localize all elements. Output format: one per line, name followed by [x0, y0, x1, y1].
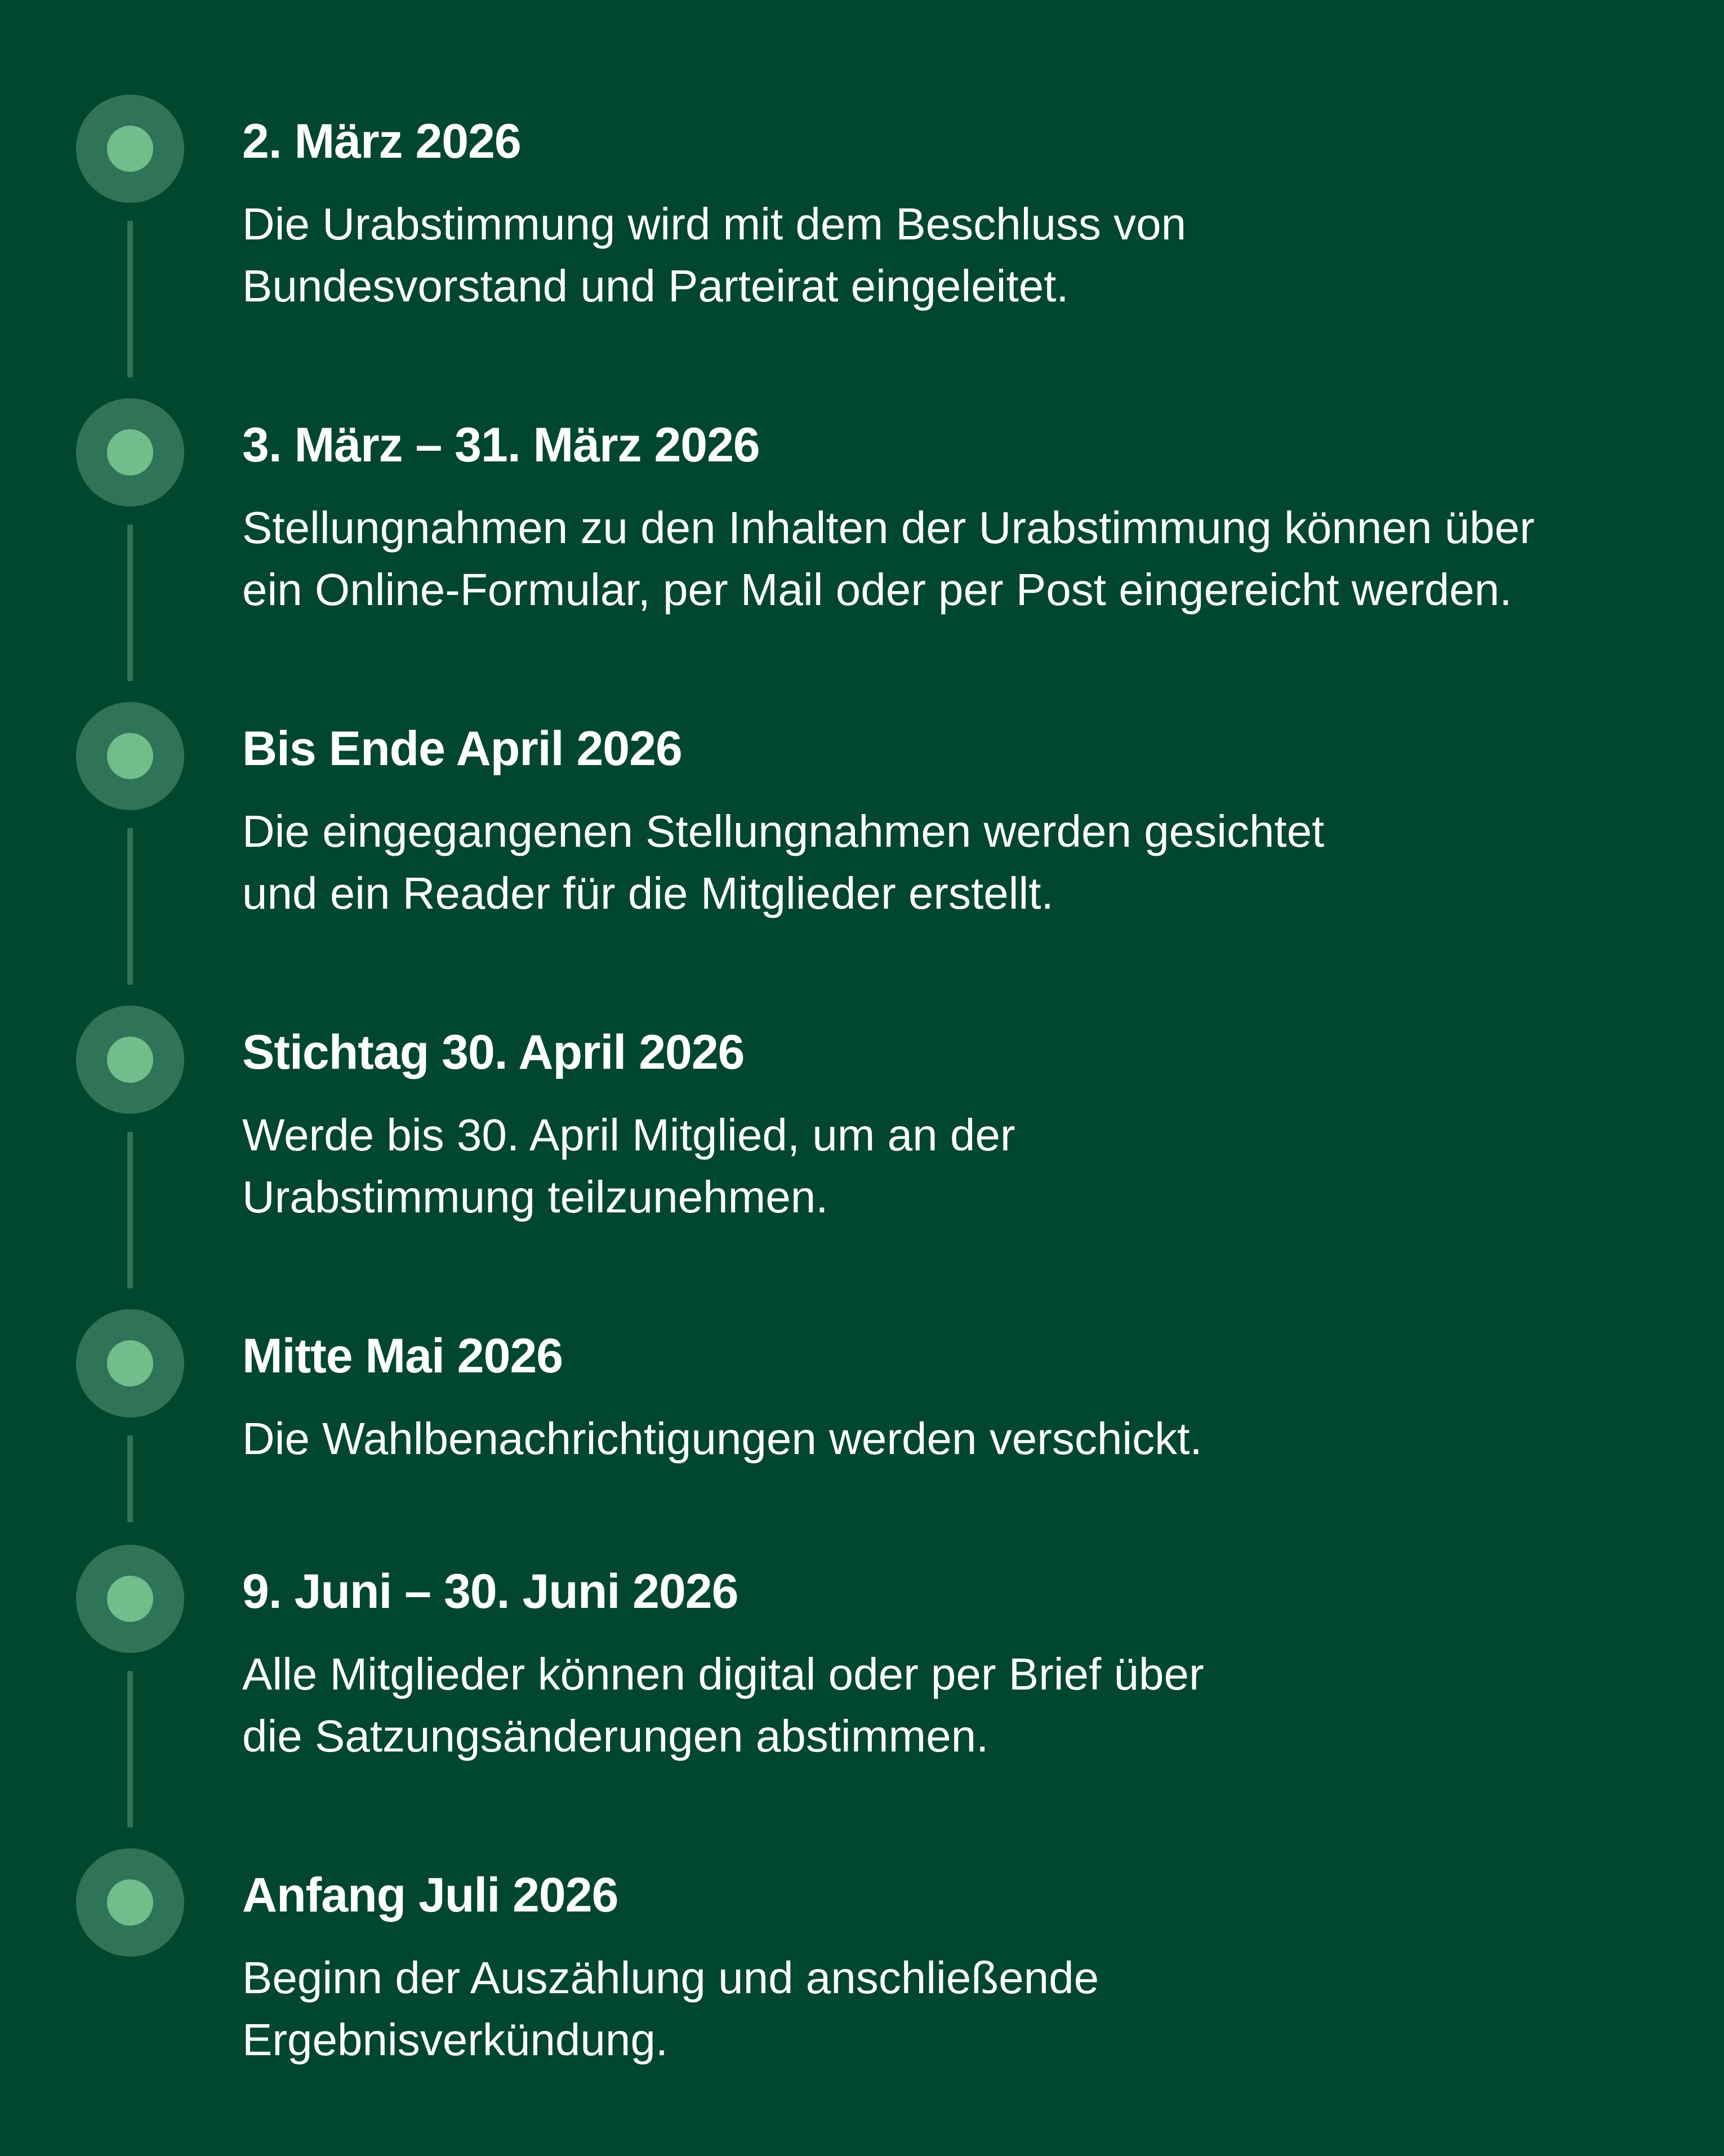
timeline-marker-icon [76, 1309, 184, 1417]
timeline-connector [127, 1671, 133, 1828]
event-date: 2. März 2026 [242, 114, 521, 168]
marker-dot-icon [107, 126, 153, 172]
event-date: Mitte Mai 2026 [242, 1329, 563, 1383]
event-date: 3. März – 31. März 2026 [242, 418, 760, 472]
event-date: Stichtag 30. April 2026 [242, 1025, 745, 1079]
event-description: Die Wahlbenachrichtigungen werden verschickt. [242, 1413, 1202, 1464]
event-description: Die eingegangenen Stellungnahmen werden gesichtet und ein Reader für die Mitglieder erstellt. [242, 806, 1325, 918]
timeline-marker-icon [76, 702, 184, 810]
marker-dot-icon [107, 1879, 153, 1926]
event-date: 9. Juni – 30. Juni 2026 [242, 1564, 738, 1619]
timeline-marker-icon [76, 95, 184, 203]
timeline-marker-icon [76, 1848, 184, 1957]
marker-dot-icon [107, 1037, 153, 1083]
timeline-marker-icon [76, 1006, 184, 1114]
timeline-marker-icon [76, 398, 184, 506]
event-date: Bis Ende April 2026 [242, 722, 682, 776]
event-description: Werde bis 30. April Mitglied, um an der Urabstimmung teilzunehmen. [242, 1110, 1015, 1222]
marker-dot-icon [107, 1576, 153, 1622]
event-description: Beginn der Auszählung und anschließende Ergebnisverkündung. [242, 1953, 1099, 2065]
event-description: Stellungnahmen zu den Inhalten der Urabstimmung können über ein Online-Formular, per Mail oder per Post eingereicht werden. [242, 503, 1535, 615]
timeline-connector [127, 1435, 133, 1522]
timeline-connector [127, 1132, 133, 1288]
event-description: Die Urabstimmung wird mit dem Beschluss von Bundesvorstand und Parteirat eingeleitet. [242, 199, 1187, 311]
marker-dot-icon [107, 1340, 153, 1386]
marker-dot-icon [107, 429, 153, 475]
event-description: Alle Mitglieder können digital oder per Brief über die Satzungsänderungen abstimmen. [242, 1649, 1204, 1761]
timeline-marker-icon [76, 1545, 184, 1653]
timeline-connector [127, 221, 133, 377]
timeline-connector [127, 524, 133, 681]
marker-dot-icon [107, 733, 153, 779]
timeline-connector [127, 828, 133, 985]
event-date: Anfang Juli 2026 [242, 1868, 618, 1922]
